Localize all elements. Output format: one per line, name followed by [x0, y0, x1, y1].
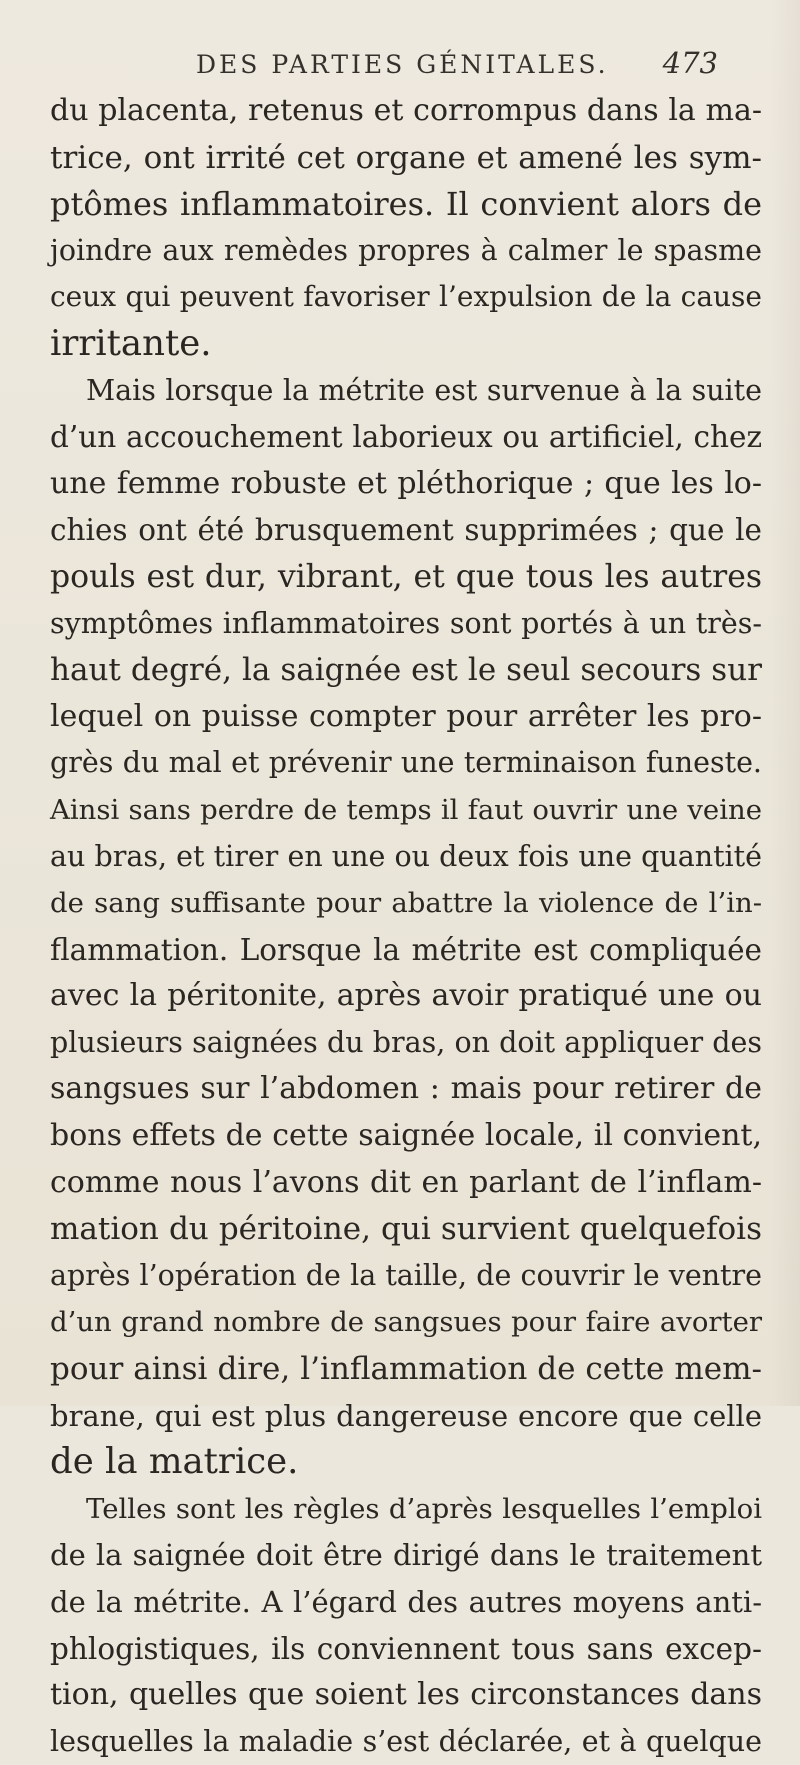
text-line: d’un accouchement laborieux ou artificiel, chez	[50, 420, 762, 455]
text-line: pour ainsi dire, l’inflammation de cette mem-	[50, 1351, 762, 1388]
text-line: au bras, et tirer en une ou deux fois une quantité	[50, 839, 762, 873]
text-line: irritante.	[50, 322, 212, 364]
text-line: chies ont été brusquement supprimées ; que le	[50, 513, 762, 548]
text-line: de sang suffisante pour abattre la violence de l’in-	[50, 887, 762, 920]
page-edge-shading	[770, 0, 800, 1406]
text-line: tion, quelles que soient les circonstances dans	[50, 1677, 762, 1713]
text-line: après l’opération de la taille, de couvrir le ventre	[50, 1258, 762, 1292]
text-line: une femme robuste et pléthorique ; que les lo-	[50, 465, 762, 501]
text-line: joindre aux remèdes propres à calmer le spasme	[50, 233, 762, 267]
text-line: mation du péritoine, qui survient quelquefois	[50, 1211, 762, 1248]
text-line: grès du mal et prévenir une terminaison funeste.	[50, 746, 762, 780]
text-line: pouls est dur, vibrant, et que tous les autres	[50, 558, 762, 595]
text-line: Mais lorsque la métrite est survenue à la suite	[86, 373, 762, 407]
text-line: flammation. Lorsque la métrite est compliquée	[50, 932, 762, 967]
text-line: plusieurs saignées du bras, on doit appliquer des	[50, 1025, 762, 1059]
running-head-title: DES PARTIES GÉNITALES.	[196, 50, 609, 79]
text-line: Ainsi sans perdre de temps il faut ouvrir une veine	[50, 793, 762, 826]
text-line: ptômes inflammatoires. Il convient alors de	[50, 185, 762, 224]
text-line: ceux qui peuvent favoriser l’expulsion de la cause	[50, 280, 762, 314]
text-line: haut degré, la saignée est le seul secours sur	[50, 652, 762, 689]
text-line: lequel on puisse compter pour arrêter les pro-	[50, 698, 762, 734]
text-line: de la métrite. A l’égard des autres moyens anti-	[50, 1585, 762, 1619]
text-line: comme nous l’avons dit en parlant de l’inflam-	[50, 1164, 762, 1200]
text-line: Telles sont les règles d’après lesquelles l’emploi	[86, 1492, 762, 1525]
text-line: bons effets de cette saignée locale, il convient,	[50, 1118, 762, 1154]
text-line: phlogistiques, ils conviennent tous sans excep-	[50, 1631, 762, 1666]
text-line: avec la péritonite, après avoir pratiqué une ou	[50, 978, 762, 1014]
page-number: 473	[662, 46, 718, 80]
running-head	[0, 44, 800, 84]
text-line: d’un grand nombre de sangsues pour faire avorter	[50, 1306, 762, 1339]
text-line: sangsues sur l’abdomen : mais pour retirer de	[50, 1071, 762, 1107]
text-line: du placenta, retenus et corrompus dans la ma-	[50, 93, 762, 128]
text-line: de la matrice.	[50, 1441, 299, 1483]
text-line: lesquelles la maladie s’est déclarée, et à quelque	[50, 1724, 762, 1758]
text-line: brane, qui est plus dangereuse encore que celle	[50, 1398, 762, 1433]
text-line: symptômes inflammatoires sont portés à un très-	[50, 606, 762, 640]
text-line: de la saignée doit être dirigé dans le traitement	[50, 1538, 762, 1573]
body-text	[50, 88, 762, 1765]
text-line: trice, ont irrité cet organe et amené les sym-	[50, 139, 762, 176]
